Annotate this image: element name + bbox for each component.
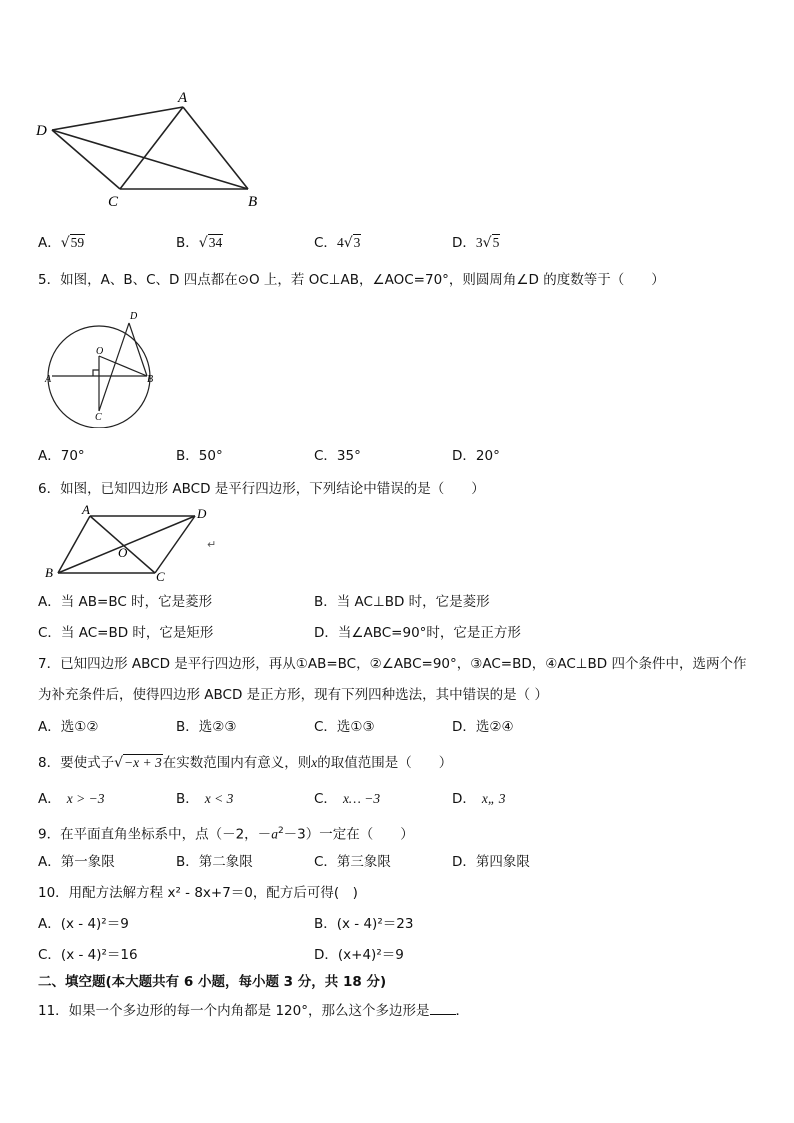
q4-option-b: B．√34 <box>176 235 223 251</box>
segment-ba <box>58 516 90 573</box>
q8-option-c: C． x… −3 <box>314 791 381 807</box>
q7-stem-line2: 为补充条件后，使得四边形 ABCD 是正方形，现有下列四种选法，其中错误的是（ ） <box>38 687 548 703</box>
label-d: D <box>36 123 47 139</box>
label-o: O <box>96 346 104 357</box>
q6-option-c: C．当 AC=BD 时，它是矩形 <box>38 625 214 641</box>
return-mark: ↵ <box>207 538 217 551</box>
q9-stem: 9．在平面直角坐标系中，点（－2，$-a^2-3$）一定在（ ） <box>38 826 414 843</box>
label-a: A <box>45 374 52 385</box>
q10-stem: 10．用配方法解方程 x² - 8x+7＝0，配方后可得( ) <box>38 885 358 901</box>
q5-option-a: A．70° <box>38 448 85 464</box>
label-c: C <box>108 194 119 210</box>
q7-option-c: C．选①③ <box>314 719 375 735</box>
q9-option-d: D．第四象限 <box>452 854 530 870</box>
q9-option-a: A．第一象限 <box>38 854 115 870</box>
q11-stem: 11．如果一个多边形的每一个内角都是 120°，那么这个多边形是 ． <box>38 1000 469 1020</box>
label-b: B <box>147 374 154 385</box>
q7-option-b: B．选②③ <box>176 719 237 735</box>
label-b: B <box>248 194 258 210</box>
segment-db <box>129 323 147 376</box>
q8-option-d: D． x„ 3 <box>452 791 506 807</box>
q8-option-a: A． x > −3 <box>38 791 105 807</box>
label-b: B <box>45 565 53 580</box>
q9-option-c: C．第三象限 <box>314 854 391 870</box>
label-a: A <box>178 90 188 106</box>
q5-option-c: C．35° <box>314 448 361 464</box>
q7-stem-line1: 7．已知四边形 ABCD 是平行四边形，再从①AB=BC，②∠ABC=90°，③AC=BD，④AC⊥BD 四个条件中，选两个作 <box>38 656 747 672</box>
segment-ob <box>99 356 147 376</box>
q6-stem: 6．如图，已知四边形 ABCD 是平行四边形，下列结论中错误的是（ ） <box>38 481 485 497</box>
q7-option-d: D．选②④ <box>452 719 514 735</box>
q8-option-b: B． x < 3 <box>176 791 234 807</box>
radical-icon: √ <box>198 235 208 251</box>
q4-option-c: C．4√3 <box>314 235 361 251</box>
label-d: D <box>197 506 207 521</box>
q7-option-a: A．选①② <box>38 719 99 735</box>
label-c: C <box>156 569 165 584</box>
q8-radicand: −x + 3 <box>124 755 162 770</box>
segment-da <box>52 107 183 130</box>
segment-ca <box>120 107 183 189</box>
q4-option-d: D．3√5 <box>452 235 500 251</box>
q8-stem: 8．要使式子√−x + 3在实数范围内有意义，则x的取值范围是（ ） <box>38 755 453 771</box>
figure-q5 <box>40 306 165 428</box>
q9-option-b: B．第二象限 <box>176 854 253 870</box>
q5-stem: 5．如图，A、B、C、D 四点都在⊙O 上，若 OC⊥AB，∠AOC=70°，则圆周角∠D 的度数等于（ ） <box>38 272 665 288</box>
q6-option-b: B．当 AC⊥BD 时，它是菱形 <box>314 594 490 610</box>
q10-option-d: D．(x+4)²＝9 <box>314 947 404 963</box>
right-angle-mark <box>93 370 99 376</box>
label-a: A <box>82 504 90 517</box>
figure-q4 <box>30 85 270 215</box>
q10-option-b: B．(x - 4)²＝23 <box>314 916 414 932</box>
radical-icon: √ <box>60 235 70 251</box>
q4-option-a: A．√59 <box>38 235 85 251</box>
label-d: D <box>130 311 138 322</box>
segment-ab <box>183 107 248 189</box>
radical-icon: √ <box>482 235 492 251</box>
radical-icon: √ <box>343 235 353 251</box>
radical-icon: √ <box>114 755 124 771</box>
q5-option-d: D．20° <box>452 448 500 464</box>
label-c: C <box>95 412 102 423</box>
figure-q6 <box>40 504 230 586</box>
q10-option-c: C．(x - 4)²＝16 <box>38 947 138 963</box>
section-heading: 二、填空题(本大题共有 6 小题，每小题 3 分，共 18 分) <box>38 974 387 990</box>
segment-cd <box>52 130 120 189</box>
q6-option-a: A．当 AB=BC 时，它是菱形 <box>38 594 213 610</box>
q6-option-d: D．当∠ABC=90°时，它是正方形 <box>314 625 521 641</box>
option-letter: A． <box>38 235 61 251</box>
answer-blank[interactable] <box>430 1000 456 1015</box>
label-o: O <box>118 545 128 560</box>
q5-option-b: B．50° <box>176 448 223 464</box>
q10-option-a: A．(x - 4)²＝9 <box>38 916 129 932</box>
segment-db <box>52 130 248 189</box>
